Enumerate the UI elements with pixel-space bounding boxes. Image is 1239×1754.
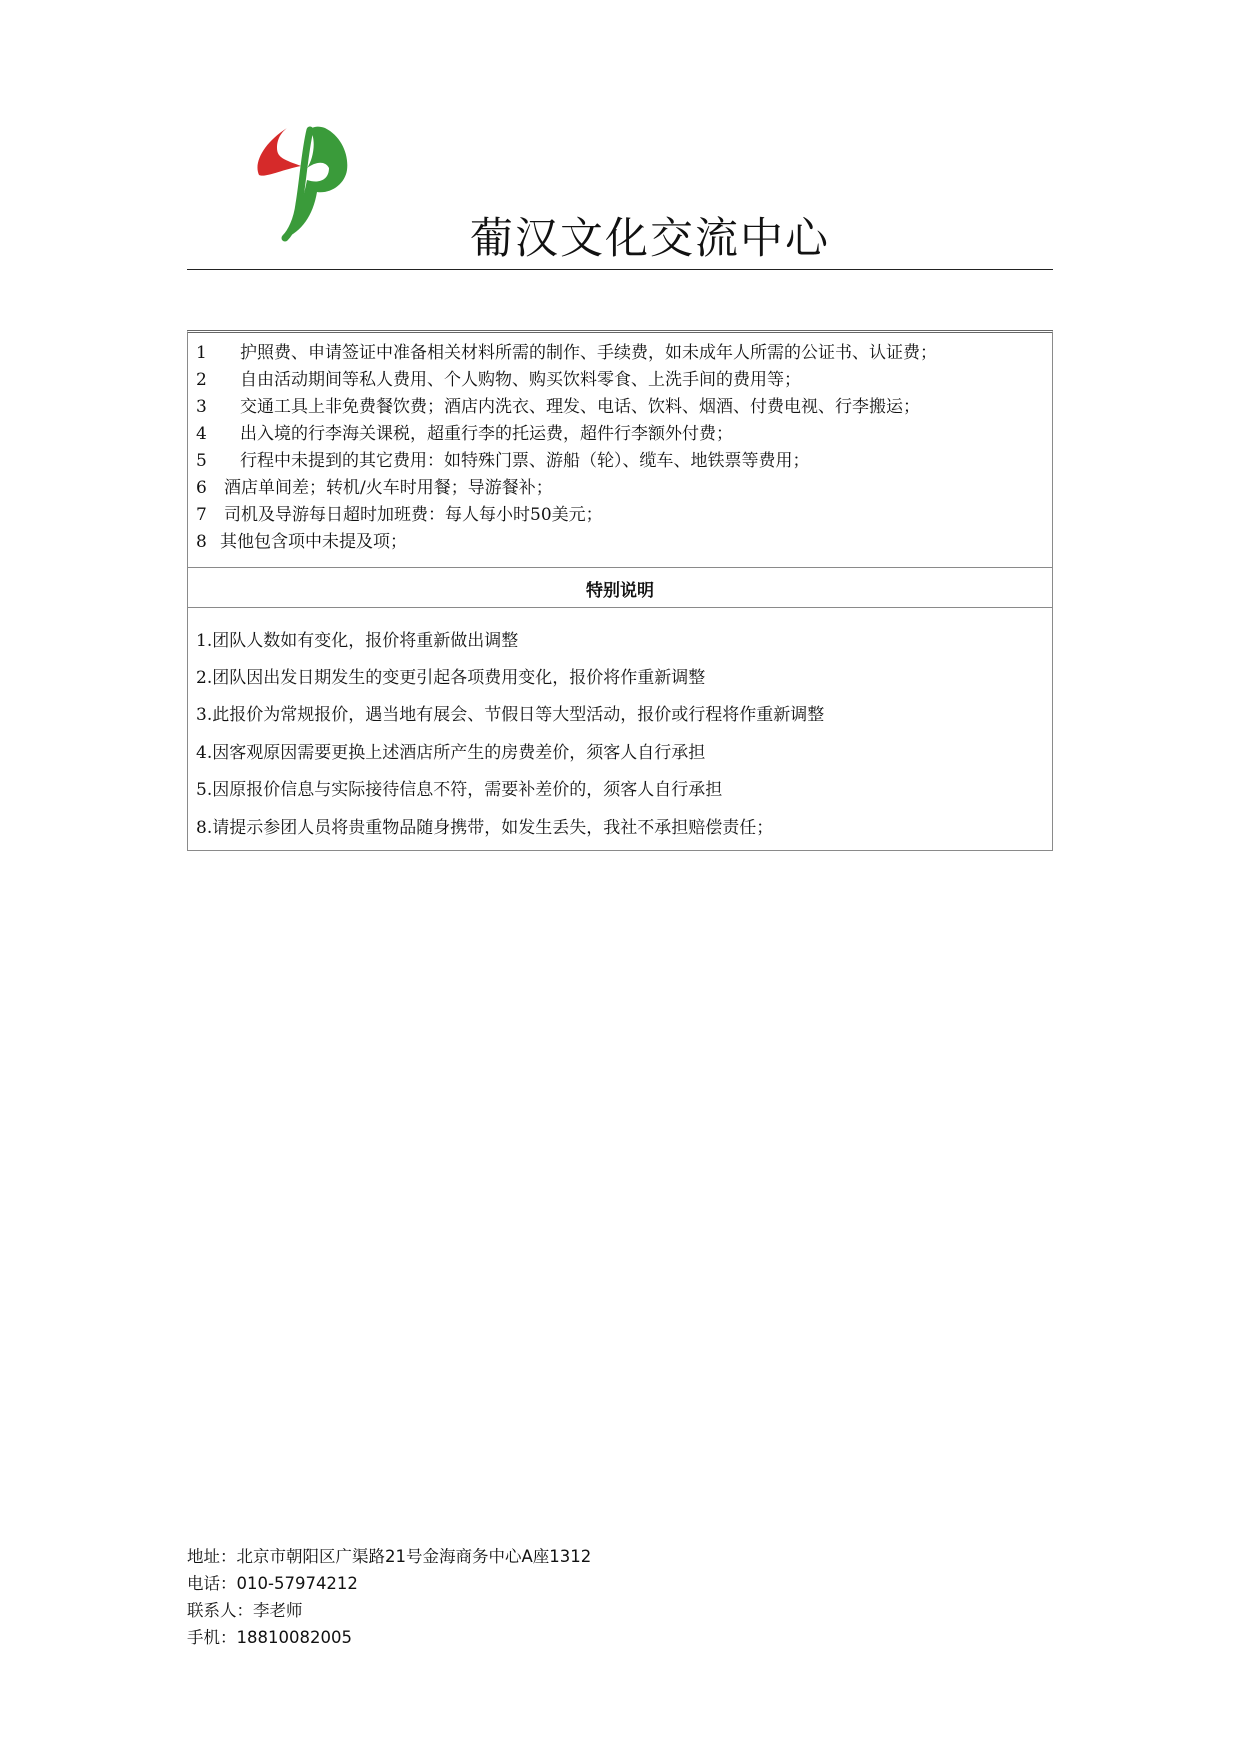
exclusion-item (196, 423, 733, 445)
exclusion-item (196, 450, 810, 472)
exclusion-text: 出入境的行李海关课税，超重行李的托运费，超件行李额外付费； (240, 424, 733, 444)
note-item: 8.请提示参团人员将贵重物品随身携带，如发生丢失，我社不承担赔偿责任； (196, 818, 774, 838)
exclusion-text: 司机及导游每日超时加班费：每人每小时50美元； (224, 505, 603, 525)
contact-phone: 电话：010-57974212 (187, 1574, 358, 1593)
exclusion-item (196, 477, 553, 499)
org-title: 葡汉文化交流中心 (470, 214, 830, 264)
exclusion-number: 5 (196, 451, 207, 471)
note-item: 3.此报价为常规报价，遇当地有展会、节假日等大型活动，报价或行程将作重新调整 (196, 705, 825, 725)
contact-person: 联系人：李老师 (187, 1601, 303, 1620)
contact-mobile: 手机：18810082005 (187, 1628, 352, 1647)
exclusion-text: 护照费、申请签证中准备相关材料所需的制作、手续费，如未成年人所需的公证书、认证费； (240, 343, 937, 363)
exclusion-number: 3 (196, 397, 207, 417)
exclusion-item (196, 531, 407, 553)
contact-info (187, 1543, 591, 1651)
exclusion-text: 行程中未提到的其它费用：如特殊门票、游船（轮）、缆车、地铁票等费用； (240, 451, 810, 471)
exclusion-text: 酒店单间差；转机/火车时用餐；导游餐补； (224, 478, 553, 498)
note-item: 4.因客观原因需要更换上述酒店所产生的房费差价，须客人自行承担 (196, 743, 706, 763)
note-item: 2.团队因出发日期发生的变更引起各项费用变化，报价将作重新调整 (196, 668, 706, 688)
section-heading: 特别说明 (586, 581, 654, 601)
exclusion-item (196, 369, 801, 391)
note-item: 5.因原报价信息与实际接待信息不符，需要补差价的，须客人自行承担 (196, 780, 723, 800)
exclusion-number: 1 (196, 343, 207, 363)
exclusion-number: 2 (196, 370, 207, 390)
exclusion-item (196, 504, 603, 526)
special-notes-header (187, 565, 1053, 608)
special-notes-section (187, 608, 1053, 851)
exclusion-number: 8 (196, 532, 207, 552)
exclusion-item (196, 342, 937, 364)
exclusion-number: 7 (196, 505, 207, 525)
header-divider (187, 269, 1053, 270)
logo-icon (255, 120, 375, 255)
exclusion-text: 交通工具上非免费餐饮费；酒店内洗衣、理发、电话、饮料、烟酒、付费电视、行李搬运； (240, 397, 920, 417)
exclusion-item (196, 396, 920, 418)
contact-address: 地址：北京市朝阳区广渠路21号金海商务中心A座1312 (187, 1547, 592, 1566)
exclusion-text: 其他包含项中未提及项； (220, 532, 407, 552)
exclusion-text: 自由活动期间等私人费用、个人购物、购买饮料零食、上洗手间的费用等； (240, 370, 801, 390)
exclusions-section (187, 330, 1053, 568)
exclusion-number: 6 (196, 478, 207, 498)
note-item: 1.团队人数如有变化，报价将重新做出调整 (196, 631, 519, 651)
exclusion-number: 4 (196, 424, 207, 444)
